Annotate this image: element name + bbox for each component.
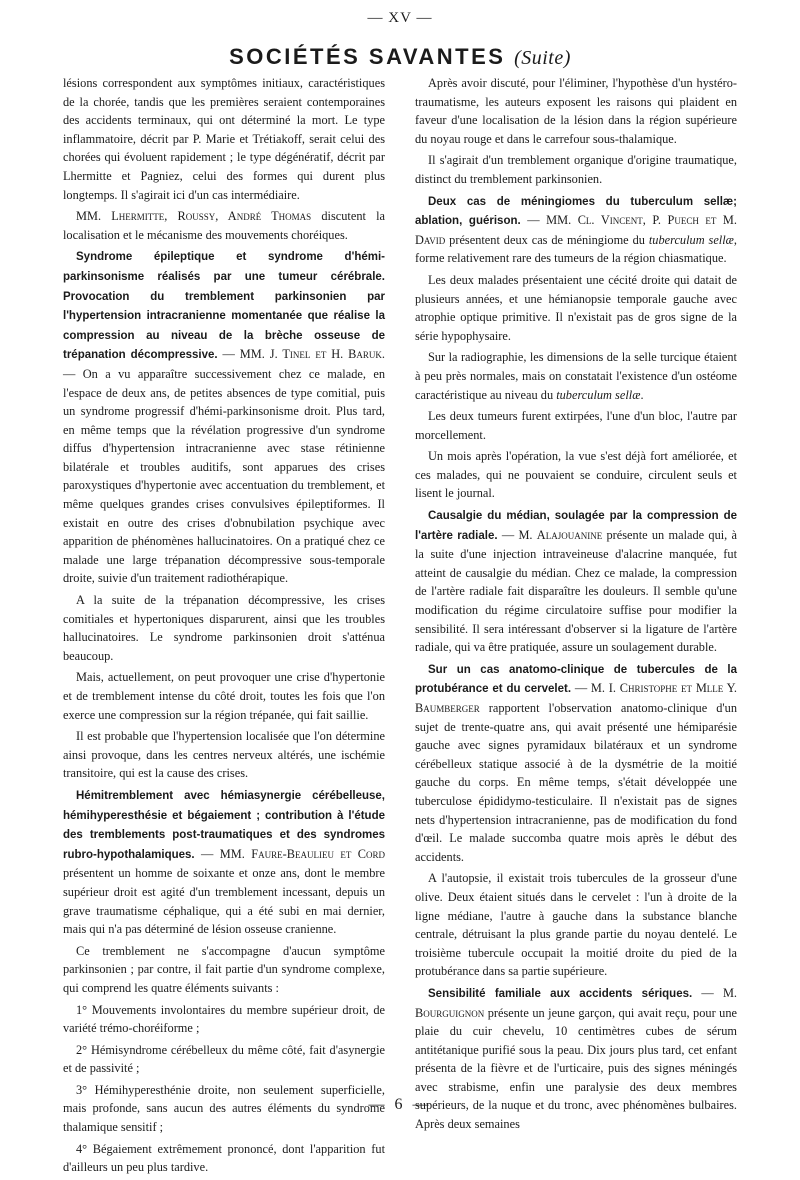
article-entry	[63, 247, 385, 588]
paragraph: Les deux malades présentaient une cécité droite qui datait de plusieurs années, et une hémianopsie temporale gauche avec atrophie optique primitive. Il n'existait pas de gros signe de la série hypophysaire.	[415, 272, 737, 343]
paragraph-text: .	[640, 387, 644, 402]
article-entry	[415, 192, 737, 268]
article-title: Hémitremblement avec hémiasynergie cérébelleuse, hémihyperesthésie et bégaiement ; contribution à l'étude des tremblements post-traumatiques et des syndromes rubro-hypothalamiques.	[63, 789, 385, 861]
article-entry	[415, 506, 737, 657]
author-names: Alajouanine	[536, 527, 603, 542]
article-text: présente un jeune garçon, qui avait reçu, pour une plaie du cuir chevelu, 10 centimètres cubes de sérum antitétanique purifié sous la peau. Dix jours plus tard, cet enfant présenta de la fièvre et de l'urticaire, puis des signes méningés avec strabisme, enfin une paralysie des deux membres supérieurs, de la nuque et du tronc, avec phénomènes bulbaires. Après deux semaines	[415, 1005, 737, 1132]
running-title-text: SOCIÉTÉS SAVANTES	[229, 44, 506, 69]
author-names: Bourguignon	[415, 1005, 485, 1020]
paragraph	[415, 348, 737, 404]
article-text: présentent un homme de soixante et onze ans, dont le membre supérieur droit est agité d'un tremblement incessant, depuis un grave traumatisme céphalique, qui a été subi en mai dernier, mais qui n'a pas déterminé de lésion osseuse cranienne.	[63, 866, 385, 937]
article-dash: — MM.	[194, 846, 252, 861]
running-title-suffix: (Suite)	[514, 47, 571, 69]
article-title: Causalgie du médian, soulagée par la compression de l'artère radiale.	[415, 510, 737, 542]
article-text: présentent deux cas de méningiome du	[445, 232, 649, 247]
italic-term: tuberculum sellæ	[556, 387, 641, 402]
article-dash: — M.	[571, 681, 609, 696]
article-dash: — M.	[692, 985, 738, 1000]
article-title: Syndrome épileptique et syndrome d'hémi-parkinsonisme réalisés par une tumeur cérébrale. Provocation du tremblement parkinsonien par l'hypertension intracranienne momentanée que réalise la compression au niveau de la brèche osseuse de trépanation décompressive.	[63, 251, 385, 362]
paragraph: Il s'agirait d'un tremblement organique d'origine traumatique, distinct du tremblement parkinsonien.	[415, 153, 737, 186]
article-title: Deux cas de méningiomes du tuberculum sellæ; ablation, guérison.	[415, 195, 737, 228]
article-text: . — On a vu apparaître successivement chez ce malade, en l'espace de deux ans, de petites absences de type comitial, puis un syndrome progressif d'hémi-parkinsonisme droit. Plus tard, en même temps que la révélation progressive d'un syndrome diffus d'hypertension intracranienne avec stase rétinienne bilatérale et troubles auditifs, sont apparues des crises paroxystiques d'hypertonie avec accentuation du tremblement, et même quelques grandes crises convulsives épileptiformes. Il existait en outre des crises d'obnubilation psychique avec apparition de phénomènes hallucinatoires. On a pratiqué chez ce malade une large trépanation décompressive sous-temporale droite, suivie d'un traitement radiothérapique.	[63, 347, 385, 586]
list-item: 4° Bégaiement extrêmement prononcé, dont l'apparition fut d'ailleurs un peu plus tardive.	[63, 1141, 385, 1175]
article-text: présente un malade qui, à la suite d'une injection intraveineuse d'alacrine manquée, fut atteint de causalgie du médian. Chez ce malade, la compression de l'artère radiale fait disparaître les douleurs. Il semble qu'une modification du régime circulatoire suffise pour modifier la sensibilité. Il sera intéressant d'observer si la ligature de l'artère radiale, qui va être pratiquée, assure un soulagement durable.	[415, 527, 738, 655]
footer-page-mark: — 6 —	[368, 1096, 432, 1113]
article-title: Sur un cas anatomo-clinique de tubercules de la protubérance et du cervelet.	[415, 663, 737, 696]
paragraph: A la suite de la trépanation décompressive, les crises comitiales et hypertoniques disparurent, ainsi que les troubles hallucinatoires. Le syndrome parkinsonien droit s'atténua beaucoup.	[63, 593, 385, 663]
article-text: rapportent l'observation anatomo-clinique d'un sujet de trente-quatre ans, qui avait présenté une hémiparésie gauche avec signes pyramidaux bilatéraux et un syndrome cérébelleux statique associé à de la dysmétrie de la moitié gauche du corps. En même temps, s'était développée une tuberculose épididymo-testiculaire. Il n'existait pas de signes nets d'hypertension intracranienne, pas de modification du fond d'œil. Le malade succomba quatre mois après le début des accidents.	[415, 701, 737, 864]
paragraph: Après avoir discuté, pour l'éliminer, l'hypothèse d'un hystéro-traumatisme, les auteurs exposent les raisons qui plaident en faveur d'une localisation de la lésion dans la région supérieure du noyau rouge et dans le carrefour sous-thalamique.	[415, 76, 737, 146]
paragraph	[63, 207, 385, 244]
author-names: Cl. Vincent, P. Puech et M. David	[415, 213, 737, 247]
paragraph-text: Sur la radiographie, les dimensions de la selle turcique étaient à peu près normales, mais on constatait l'existence d'un ostéome caractéristique au niveau du	[415, 350, 737, 402]
italic-term: tuberculum sellæ	[648, 232, 734, 247]
article-dash: — M.	[497, 527, 537, 542]
paragraph: Ce tremblement ne s'accompagne d'aucun symptôme parkinsonien ; par contre, il fait partie d'un syndrome complexe, qui comprend les quatre éléments suivants :	[63, 943, 385, 995]
author-names: I. Christophe et Mlle Y. Baumberger	[415, 681, 738, 715]
right-column	[415, 74, 737, 1137]
list-item: 3° Hémihyperesthénie droite, non seulement superficielle, mais profonde, sans aucun des autres éléments du syndrome thalamique sensitif ;	[63, 1082, 385, 1135]
author-names: Faure-Beaulieu et Cord	[251, 846, 385, 861]
article-entry	[415, 660, 737, 867]
list-item: 2° Hémisyndrome cérébelleux du même côté, fait d'asynergie et de passivité ;	[63, 1042, 385, 1076]
paragraph: Un mois après l'opération, la vue s'est déjà fort améliorée, et ces malades, qui ne pouvaient se conduire, circulent seuls et lisent le journal.	[415, 449, 737, 501]
article-title: Sensibilité familiale aux accidents sériques.	[428, 987, 693, 1000]
left-column	[63, 74, 385, 1180]
paragraph-text: discutent la localisation et le mécanisme des mouvements choréiques.	[63, 209, 385, 242]
paragraph: A l'autopsie, il existait trois tubercules de la grosseur d'une olive. Deux étaient situés dans le cervelet : l'un à droite de la ligne médiane, l'autre à gauche dans la substance blanche centrale, détruisant la plus grande partie du noyau dentelé. Le troisième tubercule occupait la moitié droite du pied de la protubérance dans sa partie supérieure.	[415, 871, 737, 979]
author-names: J. Tinel et H. Baruk	[269, 347, 382, 362]
paragraph: lésions correspondent aux symptômes initiaux, caractéristiques de la chorée, tandis que les premières seraient contemporaines des accidents terminaux, qui ont déterminé la mort. Le type inflammatoire, décrit par P. Marie et Trétiakoff, serait celui des chorées qui évoluent rapidement ; le type dégénératif, décrit par Lhermitte et Pagniez, celui des formes qui durent plus longtemps. Il s'agirait ici d'un cas intermédiaire.	[63, 76, 385, 202]
article-entry	[63, 786, 385, 939]
article-dash: — MM.	[520, 213, 578, 228]
running-title	[0, 44, 800, 70]
article-dash: — MM.	[217, 347, 270, 362]
paragraph: Il est probable que l'hypertension localisée que l'on détermine ainsi provoque, dans les centres nerveux altérés, une ischémie transitoire, qui est la cause des crises.	[63, 729, 385, 781]
paragraph: Les deux tumeurs furent extirpées, l'une d'un bloc, l'autre par morcellement.	[415, 409, 737, 442]
list-item: 1° Mouvements involontaires du membre supérieur droit, de variété trémo-choréiforme ;	[63, 1002, 385, 1036]
author-names: MM. Lhermitte, Roussy, André Thomas	[76, 209, 312, 224]
paragraph: Mais, actuellement, on peut provoquer une crise d'hypertonie et de tremblement intense du côté droit, toutes les fois que l'on exerce une compression sur la région trépanée, qui fait saillie.	[63, 670, 385, 722]
page-number: — XV —	[367, 10, 433, 26]
article-text: , forme relativement rare des tumeurs de la région chiasmatique.	[415, 232, 737, 266]
